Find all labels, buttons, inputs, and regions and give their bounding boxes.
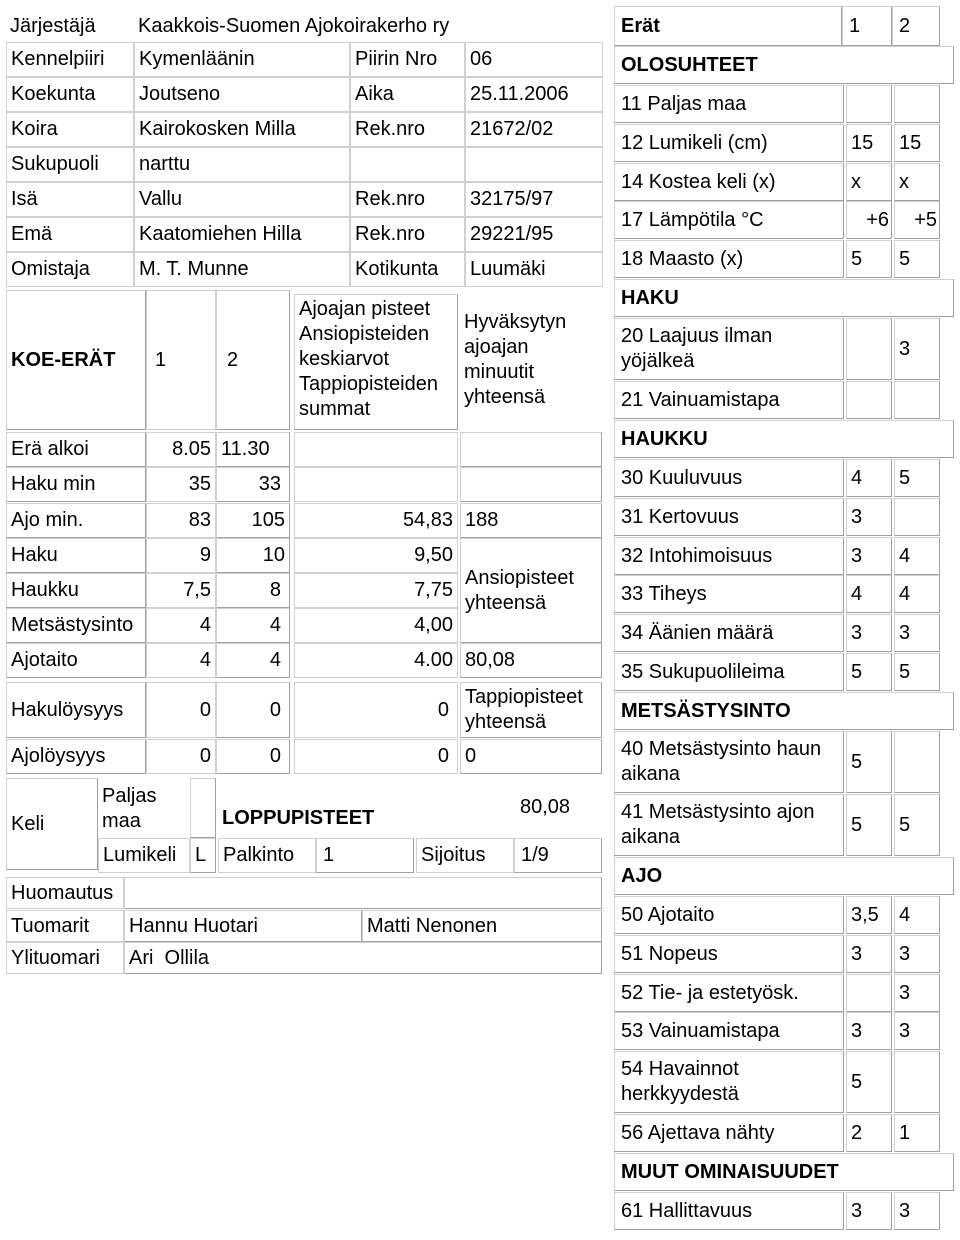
row-32-val-2: 4 xyxy=(894,537,940,575)
row-18-label: 18 Maasto (x) xyxy=(614,240,844,278)
kotikunta-value: Luumäki xyxy=(465,252,603,287)
row-34-val-2: 3 xyxy=(894,614,940,652)
erat-header: Erät xyxy=(614,6,842,46)
row-61-val-1: 3 xyxy=(846,1192,892,1230)
era-alkoi-label: Erä alkoi xyxy=(6,432,146,467)
era-2-header: 2 xyxy=(216,290,290,430)
koekunta-value: Joutseno xyxy=(134,77,350,112)
row-20-label: 20 Laajuus ilman yöjälkeä xyxy=(614,318,844,380)
tappiopisteet-total: 0 xyxy=(460,739,602,774)
empty-cell xyxy=(460,432,602,467)
koira-reknro-label: Rek.nro xyxy=(350,112,465,147)
ajoajan-header: Ajoajan pisteet Ansiopisteiden keskiarvot Tappiopisteiden summat xyxy=(294,294,458,430)
ajoloysyys-1: 0 xyxy=(146,739,216,774)
jarjestaja-label: Järjestäjä xyxy=(10,15,96,37)
empty-cell xyxy=(294,432,458,467)
tuomarit-label: Tuomarit xyxy=(6,910,124,942)
omistaja-value: M. T. Munne xyxy=(134,252,350,287)
sijoitus-label: Sijoitus xyxy=(416,838,514,873)
ema-reknro-label: Rek.nro xyxy=(350,217,465,252)
isa-label: Isä xyxy=(6,182,134,217)
ajo-min-total: 188 xyxy=(460,503,602,538)
era-alkoi-2: 11.30 xyxy=(216,432,290,467)
row-30-label: 30 Kuuluvuus xyxy=(614,459,844,497)
row-12-label: 12 Lumikeli (cm) xyxy=(614,124,844,162)
keli-paljas-maa-value xyxy=(190,778,216,838)
huomautus-value xyxy=(124,877,602,909)
row-12-val-2: 15 xyxy=(894,124,940,162)
koira-reknro-value: 21672/02 xyxy=(465,112,603,147)
row-31-val-2 xyxy=(894,498,940,536)
row-41-val-1: 5 xyxy=(846,794,892,856)
loppupisteet-value: 80,08 xyxy=(520,796,571,818)
haukku-1: 7,5 xyxy=(146,573,216,608)
tuomari-1: Hannu Huotari xyxy=(124,910,362,942)
row-30-val-2: 5 xyxy=(894,459,940,497)
row-54-val-1: 5 xyxy=(846,1051,892,1113)
row-50-val-1: 3,5 xyxy=(846,896,892,934)
keli-paljas-maa: Paljas maa xyxy=(102,785,157,832)
row-17-label: 17 Lämpötila °C xyxy=(614,201,844,239)
ema-label: Emä xyxy=(6,217,134,252)
haukku-label: Haukku xyxy=(6,573,146,608)
metsastysinto-1: 4 xyxy=(146,608,216,643)
row-17-val-2: +5 xyxy=(894,201,940,239)
sukupuoli-value: narttu xyxy=(134,147,350,182)
row-53-val-1: 3 xyxy=(846,1012,892,1050)
row-11-label: 11 Paljas maa xyxy=(614,85,844,123)
section-haukku: HAUKKU xyxy=(614,420,954,458)
row-12-val-1: 15 xyxy=(846,124,892,162)
row-40-label: 40 Metsästysinto haun aikana xyxy=(614,731,844,793)
row-56-label: 56 Ajettava nähty xyxy=(614,1114,844,1152)
tappiopisteet-label: Tappiopisteet yhteensä xyxy=(460,682,602,738)
row-11-val-1 xyxy=(846,85,892,123)
ajotaito-1: 4 xyxy=(146,643,216,678)
row-21-val-2 xyxy=(894,381,940,419)
metsastysinto-label: Metsästysinto xyxy=(6,608,146,643)
loppupisteet-label: LOPPUPISTEET xyxy=(222,806,375,829)
row-40-val-1: 5 xyxy=(846,731,892,793)
kotikunta-label: Kotikunta xyxy=(350,252,465,287)
haku-min-1: 35 xyxy=(146,467,216,502)
keli-label: Keli xyxy=(6,778,98,870)
row-33-val-2: 4 xyxy=(894,575,940,613)
omistaja-label: Omistaja xyxy=(6,252,134,287)
row-34-val-1: 3 xyxy=(846,614,892,652)
row-50-label: 50 Ajotaito xyxy=(614,896,844,934)
palkinto-value: 1 xyxy=(316,838,414,873)
row-35-val-2: 5 xyxy=(894,653,940,691)
row-61-val-2: 3 xyxy=(894,1192,940,1230)
ajoloysyys-2: 0 xyxy=(216,739,290,774)
row-32-label: 32 Intohimoisuus xyxy=(614,537,844,575)
row-50-val-2: 4 xyxy=(894,896,940,934)
ylituomari-value: Ari Ollila xyxy=(124,942,602,974)
keli-lumikeli-value: L xyxy=(190,838,216,873)
ajo-min-1: 83 xyxy=(146,503,216,538)
haku-1: 9 xyxy=(146,538,216,573)
row-14-label: 14 Kostea keli (x) xyxy=(614,163,844,201)
hakuloysyys-2: 0 xyxy=(216,682,290,738)
row-18-val-1: 5 xyxy=(846,240,892,278)
piiri-label: Piirin Nro xyxy=(350,42,465,77)
section-metsastysinto: METSÄSTYSINTO xyxy=(614,692,954,730)
koe-erat-header: KOE-ERÄT xyxy=(6,290,146,430)
huomautus-label: Huomautus xyxy=(6,877,124,909)
row-56-val-2: 1 xyxy=(894,1114,940,1152)
row-20-val-1 xyxy=(846,318,892,380)
haku-2: 10 xyxy=(216,538,290,573)
ema-value: Kaatomiehen Hilla xyxy=(134,217,350,252)
erat-header-2: 2 xyxy=(892,6,940,46)
row-54-val-2 xyxy=(894,1051,940,1113)
ajotaito-2: 4 xyxy=(216,643,290,678)
row-56-val-1: 2 xyxy=(846,1114,892,1152)
sijoitus-value: 1/9 xyxy=(514,838,602,873)
era-1-header: 1 xyxy=(146,290,216,430)
isa-value: Vallu xyxy=(134,182,350,217)
koira-value: Kairokosken Milla xyxy=(134,112,350,147)
ajo-min-2: 105 xyxy=(216,503,290,538)
section-olosuhteet: OLOSUHTEET xyxy=(614,46,954,84)
haku-min-label: Haku min xyxy=(6,467,146,502)
row-18-val-2: 5 xyxy=(894,240,940,278)
row-20-val-2: 3 xyxy=(894,318,940,380)
row-17-val-1: +6 xyxy=(846,201,892,239)
row-52-val-1 xyxy=(846,974,892,1012)
empty-cell xyxy=(294,467,458,502)
palkinto-label: Palkinto xyxy=(218,838,316,873)
row-54-label: 54 Havainnot herkkyydestä xyxy=(614,1051,844,1113)
row-31-val-1: 3 xyxy=(846,498,892,536)
sukupuoli-label: Sukupuoli xyxy=(6,147,134,182)
section-haku: HAKU xyxy=(614,279,954,317)
row-34-label: 34 Äänien määrä xyxy=(614,614,844,652)
row-35-label: 35 Sukupuolileima xyxy=(614,653,844,691)
row-41-val-2: 5 xyxy=(894,794,940,856)
kennelpiiri-value: Kymenläänin xyxy=(134,42,350,77)
ajo-min-avg: 54,83 xyxy=(294,503,458,538)
ajotaito-avg: 4.00 xyxy=(294,643,458,678)
row-14-val-1: x xyxy=(846,163,892,201)
row-51-val-1: 3 xyxy=(846,935,892,973)
keli-lumikeli: Lumikeli xyxy=(98,838,190,873)
ajoloysyys-sum: 0 xyxy=(294,739,458,774)
row-61-label: 61 Hallittavuus xyxy=(614,1192,844,1230)
row-40-val-2 xyxy=(894,731,940,793)
isa-reknro-value: 32175/97 xyxy=(465,182,603,217)
row-14-val-2: x xyxy=(894,163,940,201)
row-53-label: 53 Vainuamistapa xyxy=(614,1012,844,1050)
jarjestaja-value: Kaakkois-Suomen Ajokoirakerho ry xyxy=(138,15,450,37)
hakuloysyys-sum: 0 xyxy=(294,682,458,738)
ansiopisteet-label: Ansiopisteet yhteensä xyxy=(460,538,602,643)
isa-reknro-label: Rek.nro xyxy=(350,182,465,217)
hakuloysyys-label: Hakulöysyys xyxy=(6,682,146,738)
row-51-val-2: 3 xyxy=(894,935,940,973)
ema-reknro-value: 29221/95 xyxy=(465,217,603,252)
hyvaksytyn-header: Hyväksytyn ajoajan minuutit yhteensä xyxy=(464,311,567,408)
ylituomari-label: Ylituomari xyxy=(6,942,124,974)
ajoloysyys-label: Ajolöysyys xyxy=(6,739,146,774)
metsastysinto-2: 4 xyxy=(216,608,290,643)
aika-value: 25.11.2006 xyxy=(465,77,603,112)
row-21-val-1 xyxy=(846,381,892,419)
era-alkoi-1: 8.05 xyxy=(146,432,216,467)
metsastysinto-avg: 4,00 xyxy=(294,608,458,643)
empty-cell xyxy=(460,467,602,502)
row-11-val-2 xyxy=(894,85,940,123)
aika-label: Aika xyxy=(350,77,465,112)
koira-label: Koira xyxy=(6,112,134,147)
row-31-label: 31 Kertovuus xyxy=(614,498,844,536)
section-ajo: AJO xyxy=(614,857,954,895)
row-52-label: 52 Tie- ja estetyösk. xyxy=(614,974,844,1012)
row-51-label: 51 Nopeus xyxy=(614,935,844,973)
hakuloysyys-1: 0 xyxy=(146,682,216,738)
tuomari-2: Matti Nenonen xyxy=(362,910,602,942)
row-53-val-2: 3 xyxy=(894,1012,940,1050)
haukku-avg: 7,75 xyxy=(294,573,458,608)
haku-label: Haku xyxy=(6,538,146,573)
ajo-min-label: Ajo min. xyxy=(6,503,146,538)
row-33-val-1: 4 xyxy=(846,575,892,613)
section-muut-ominaisuudet: MUUT OMINAISUUDET xyxy=(614,1153,954,1191)
koekunta-label: Koekunta xyxy=(6,77,134,112)
empty-cell xyxy=(350,147,465,182)
haukku-2: 8 xyxy=(216,573,290,608)
empty-cell xyxy=(465,147,603,182)
haku-min-2: 33 xyxy=(216,467,290,502)
ajotaito-label: Ajotaito xyxy=(6,643,146,678)
haku-avg: 9,50 xyxy=(294,538,458,573)
row-33-label: 33 Tiheys xyxy=(614,575,844,613)
erat-header-1: 1 xyxy=(842,6,892,46)
ansiopisteet-total: 80,08 xyxy=(460,643,602,678)
row-35-val-1: 5 xyxy=(846,653,892,691)
kennelpiiri-label: Kennelpiiri xyxy=(6,42,134,77)
row-21-label: 21 Vainuamistapa xyxy=(614,381,844,419)
row-32-val-1: 3 xyxy=(846,537,892,575)
row-41-label: 41 Metsästysinto ajon aikana xyxy=(614,794,844,856)
row-52-val-2: 3 xyxy=(894,974,940,1012)
row-30-val-1: 4 xyxy=(846,459,892,497)
piiri-value: 06 xyxy=(465,42,603,77)
